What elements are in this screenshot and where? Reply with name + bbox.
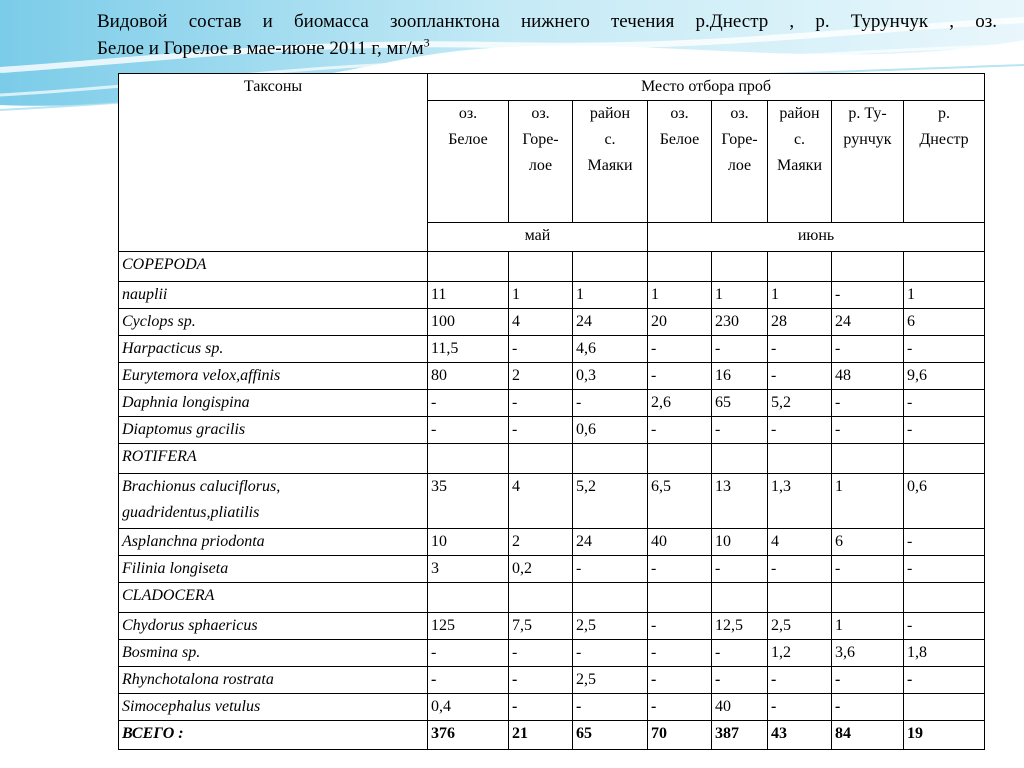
value-cell: -: [648, 613, 712, 640]
table-row: [119, 474, 985, 529]
value-cell: [832, 444, 904, 474]
value-cell: -: [648, 640, 712, 667]
taxon-cell: [119, 252, 428, 282]
value-cell: -: [712, 640, 768, 667]
site-header-3: [648, 101, 712, 223]
value-cell: 0,6: [904, 474, 985, 529]
value-cell: -: [509, 694, 573, 721]
month-header-june: июнь: [648, 223, 985, 252]
value-cell: [573, 444, 648, 474]
value-cell: 5,2: [573, 474, 648, 529]
value-cell: 1,8: [904, 640, 985, 667]
value-cell: -: [428, 390, 509, 417]
taxon-name: Bosmina sp.: [122, 644, 201, 661]
title-superscript: 3: [423, 35, 430, 50]
value-cell: 40: [712, 694, 768, 721]
table-row: [119, 613, 985, 640]
value-cell: -: [768, 694, 832, 721]
value-cell: 11: [428, 282, 509, 309]
value-cell: 6: [904, 309, 985, 336]
value-cell: 2,5: [573, 613, 648, 640]
taxon-cell: [119, 640, 428, 667]
taxon-name: Rhynchotalona rostrata: [122, 671, 274, 688]
site-header-line: лое: [528, 157, 553, 174]
value-cell: 230: [712, 309, 768, 336]
value-cell: [573, 252, 648, 282]
total-value-cell: 387: [712, 721, 768, 750]
taxon-cell: [119, 363, 428, 390]
site-header-6: [832, 101, 904, 223]
value-cell: 24: [573, 529, 648, 556]
value-cell: [428, 444, 509, 474]
taxon-cell: [119, 529, 428, 556]
value-cell: 24: [573, 309, 648, 336]
value-cell: -: [904, 417, 985, 444]
taxon-name-continued: guadridentus,pliatilis: [122, 504, 260, 521]
value-cell: -: [832, 282, 904, 309]
value-cell: -: [648, 556, 712, 583]
site-header-line: лое: [727, 157, 752, 174]
value-cell: -: [832, 667, 904, 694]
value-cell: 2: [509, 363, 573, 390]
value-cell: [428, 252, 509, 282]
site-header-4: [712, 101, 768, 223]
table-row: [119, 309, 985, 336]
site-header-line: оз.: [458, 105, 478, 122]
taxon-name: nauplii: [122, 286, 168, 303]
value-cell: -: [768, 667, 832, 694]
value-cell: [712, 583, 768, 613]
taxon-name: Diaptomus gracilis: [122, 421, 246, 438]
value-cell: 13: [712, 474, 768, 529]
taxon-name: Filinia longiseta: [122, 560, 229, 577]
taxon-cell: [119, 474, 428, 529]
group-row: [119, 444, 985, 474]
value-cell: 0,3: [573, 363, 648, 390]
value-cell: [904, 444, 985, 474]
value-cell: 28: [768, 309, 832, 336]
value-cell: [768, 252, 832, 282]
site-header-line: Горе-: [721, 131, 758, 148]
total-value-cell: 65: [573, 721, 648, 750]
value-cell: 1: [648, 282, 712, 309]
value-cell: -: [904, 529, 985, 556]
taxon-cell: [119, 282, 428, 309]
value-cell: 5,2: [768, 390, 832, 417]
value-cell: -: [904, 390, 985, 417]
value-cell: -: [509, 640, 573, 667]
value-cell: -: [832, 336, 904, 363]
value-cell: -: [648, 417, 712, 444]
value-cell: [509, 444, 573, 474]
total-row: [119, 721, 985, 750]
value-cell: 16: [712, 363, 768, 390]
site-header-1: [509, 101, 573, 223]
value-cell: -: [768, 336, 832, 363]
table-row: [119, 417, 985, 444]
value-cell: -: [712, 417, 768, 444]
value-cell: [648, 252, 712, 282]
value-cell: -: [768, 417, 832, 444]
taxon-name: Asplanchna priodonta: [122, 533, 265, 550]
value-cell: -: [832, 556, 904, 583]
site-header-line: с.: [604, 131, 616, 148]
total-value-cell: 376: [428, 721, 509, 750]
value-cell: 3: [428, 556, 509, 583]
slide-title: [97, 8, 997, 62]
value-cell: -: [428, 640, 509, 667]
value-cell: 80: [428, 363, 509, 390]
total-value-cell: 84: [832, 721, 904, 750]
table-row: [119, 363, 985, 390]
value-cell: [712, 444, 768, 474]
value-cell: -: [573, 390, 648, 417]
month-header-may: май: [428, 223, 648, 252]
value-cell: -: [509, 390, 573, 417]
value-cell: [904, 583, 985, 613]
site-header-line: Маяки: [776, 157, 823, 174]
value-cell: [768, 583, 832, 613]
value-cell: 4: [509, 309, 573, 336]
site-header-line: район: [779, 105, 820, 122]
value-cell: 2: [509, 529, 573, 556]
value-cell: 125: [428, 613, 509, 640]
value-cell: [832, 252, 904, 282]
value-cell: -: [904, 613, 985, 640]
value-cell: -: [509, 667, 573, 694]
group-row: [119, 583, 985, 613]
taxon-cell: [119, 444, 428, 474]
site-header-line: с.: [793, 131, 806, 148]
site-header-line: рунчук: [843, 131, 892, 148]
value-cell: 0,4: [428, 694, 509, 721]
taxon-cell: [119, 556, 428, 583]
site-header-5: [768, 101, 832, 223]
site-header-line: Белое: [659, 131, 700, 148]
value-cell: 1: [832, 613, 904, 640]
taxon-cell: [119, 694, 428, 721]
value-cell: 35: [428, 474, 509, 529]
taxon-name: ROTIFERA: [122, 448, 197, 465]
taxon-name: Simocephalus vetulus: [122, 698, 261, 715]
taxon-name: Cyclops sp.: [122, 313, 196, 330]
value-cell: -: [509, 336, 573, 363]
value-cell: -: [904, 336, 985, 363]
taxon-cell: [119, 390, 428, 417]
value-cell: -: [428, 417, 509, 444]
value-cell: 24: [832, 309, 904, 336]
taxon-name: Brachionus caluciflorus,: [122, 478, 281, 495]
site-header-0: [428, 101, 509, 223]
value-cell: 1: [904, 282, 985, 309]
value-cell: 12,5: [712, 613, 768, 640]
value-cell: -: [648, 363, 712, 390]
value-cell: 2,6: [648, 390, 712, 417]
value-cell: -: [648, 336, 712, 363]
taxon-name: Harpacticus sp.: [122, 340, 224, 357]
value-cell: 4: [509, 474, 573, 529]
site-header-line: Днестр: [919, 131, 969, 148]
value-cell: 11,5: [428, 336, 509, 363]
value-cell: -: [768, 556, 832, 583]
table-row: [119, 282, 985, 309]
taxon-name: CLADOCERA: [122, 587, 215, 604]
title-line-2: Белое и Горелое в мае-июне 2011 г, $мг/м^3$: [97, 35, 430, 59]
value-cell: 1: [573, 282, 648, 309]
value-cell: -: [573, 556, 648, 583]
value-cell: [428, 583, 509, 613]
value-cell: 1: [509, 282, 573, 309]
value-cell: 4,6: [573, 336, 648, 363]
value-cell: 48: [832, 363, 904, 390]
site-header-line: район: [589, 105, 631, 122]
value-cell: [509, 583, 573, 613]
value-cell: -: [648, 667, 712, 694]
taxon-name: Chydorus sphaericus: [122, 617, 258, 634]
value-cell: 0,2: [509, 556, 573, 583]
taxon-name: Eurytemora velox,affinis: [122, 367, 281, 384]
total-value-cell: 43: [768, 721, 832, 750]
value-cell: 1,2: [768, 640, 832, 667]
site-header-line: р.: [938, 105, 950, 122]
sampling-site-header: Место отбора проб: [428, 74, 985, 101]
title-line-1: Видовой состав и биомасса зоопланктона нижнего течения р.Днестр , р. Турунчук , оз.: [97, 11, 997, 32]
value-cell: [904, 694, 985, 721]
value-cell: 2,5: [573, 667, 648, 694]
value-cell: 1: [712, 282, 768, 309]
value-cell: 10: [428, 529, 509, 556]
value-cell: 20: [648, 309, 712, 336]
site-header-line: оз.: [730, 105, 749, 122]
site-header-line: Маяки: [587, 157, 633, 174]
table-row: [119, 529, 985, 556]
total-value-cell: 70: [648, 721, 712, 750]
value-cell: -: [832, 417, 904, 444]
value-cell: 40: [648, 529, 712, 556]
value-cell: [832, 583, 904, 613]
value-cell: [648, 583, 712, 613]
value-cell: -: [768, 363, 832, 390]
value-cell: -: [712, 556, 768, 583]
value-cell: 1,3: [768, 474, 832, 529]
total-value-cell: 21: [509, 721, 573, 750]
value-cell: -: [832, 390, 904, 417]
table-row: [119, 640, 985, 667]
table-row: [119, 336, 985, 363]
value-cell: 3,6: [832, 640, 904, 667]
value-cell: 1: [768, 282, 832, 309]
value-cell: [509, 252, 573, 282]
taxon-cell: [119, 667, 428, 694]
value-cell: -: [573, 640, 648, 667]
total-value-cell: 19: [904, 721, 985, 750]
taxon-cell: [119, 417, 428, 444]
total-label: ВСЕГО :: [119, 721, 428, 750]
site-header-line: оз.: [670, 105, 689, 122]
taxon-cell: [119, 583, 428, 613]
value-cell: 6,5: [648, 474, 712, 529]
taxon-cell: [119, 613, 428, 640]
table-row: [119, 667, 985, 694]
table-row: [119, 694, 985, 721]
value-cell: 2,5: [768, 613, 832, 640]
value-cell: 100: [428, 309, 509, 336]
value-cell: [768, 444, 832, 474]
value-cell: -: [573, 694, 648, 721]
value-cell: -: [712, 336, 768, 363]
value-cell: -: [904, 667, 985, 694]
value-cell: -: [832, 694, 904, 721]
value-cell: [648, 444, 712, 474]
value-cell: -: [904, 556, 985, 583]
group-row: [119, 252, 985, 282]
value-cell: 6: [832, 529, 904, 556]
biomass-table: [118, 73, 985, 750]
site-header-7: [904, 101, 985, 223]
value-cell: [712, 252, 768, 282]
site-header-line: р. Ту-: [848, 105, 887, 122]
value-cell: [573, 583, 648, 613]
taxon-name: COPEPODA: [122, 256, 207, 273]
value-cell: 10: [712, 529, 768, 556]
taxon-cell: [119, 336, 428, 363]
value-cell: 0,6: [573, 417, 648, 444]
site-header-line: Горе-: [522, 131, 559, 148]
table-row: [119, 556, 985, 583]
value-cell: -: [648, 694, 712, 721]
taxon-cell: [119, 309, 428, 336]
table-row: [119, 390, 985, 417]
value-cell: -: [428, 667, 509, 694]
value-cell: 65: [712, 390, 768, 417]
value-cell: -: [509, 417, 573, 444]
site-header-line: Белое: [448, 131, 488, 148]
value-cell: 7,5: [509, 613, 573, 640]
taxa-column-header: Таксоны: [119, 74, 428, 252]
value-cell: 4: [768, 529, 832, 556]
value-cell: [904, 252, 985, 282]
value-cell: 9,6: [904, 363, 985, 390]
value-cell: 1: [832, 474, 904, 529]
taxon-name: Daphnia longispina: [122, 394, 250, 411]
value-cell: -: [712, 667, 768, 694]
site-header-line: оз.: [531, 105, 550, 122]
site-header-2: [573, 101, 648, 223]
